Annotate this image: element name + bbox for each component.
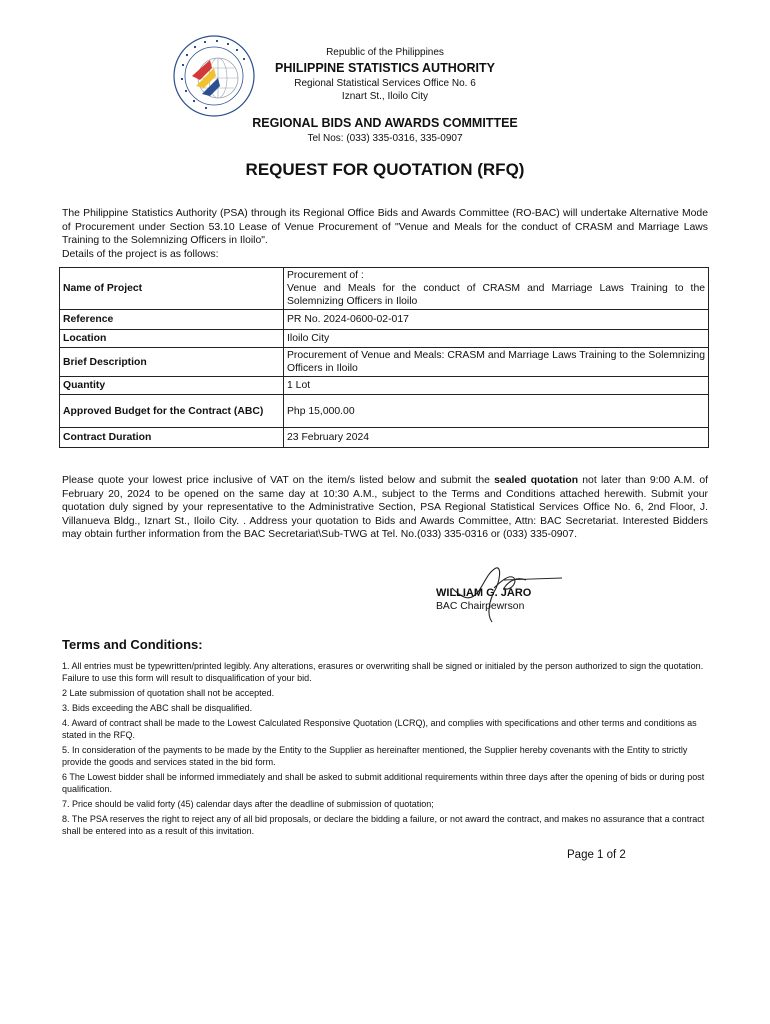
term-item: 5. In consideration of the payments to be made by the Entity to the Supplier as hereinafter mentioned, the Supplier hereby covenants with the Entity to strictly provide the goods and services stated in the bid form. xyxy=(62,745,688,767)
header-committee: REGIONAL BIDS AND AWARDS COMMITTEE xyxy=(252,116,518,130)
term-item: 6 The Lowest bidder shall be informed immediately and shall be asked to submit additional requirements within three days after the opening of bids or during post qualification. xyxy=(62,772,705,794)
document-title: REQUEST FOR QUOTATION (RFQ) xyxy=(245,160,525,179)
row-label: Reference xyxy=(60,310,284,330)
row-value xyxy=(284,268,709,310)
table-row xyxy=(60,268,709,310)
table-row xyxy=(60,310,709,330)
intro-paragraph: The Philippine Statistics Authority (PSA) through its Regional Office Bids and Awards Committee (RO-BAC) will undertake Alternative Mode of Procurement under Section 53.10 Lease of Venue Procurement of "Venue and Meals for the conduct of CRASM and Marriage Laws Training to the Solemnizing Officers in Iloilo". xyxy=(62,208,708,247)
row-label: Quantity xyxy=(60,377,284,395)
row-label: Approved Budget for the Contract (ABC) xyxy=(60,395,284,428)
row-value: 23 February 2024 xyxy=(284,428,709,448)
row-value: 1 Lot xyxy=(284,377,709,395)
submission-instructions xyxy=(62,474,708,542)
term-item: 2 Late submission of quotation shall not be accepted. xyxy=(62,688,275,698)
row-label: Name of Project xyxy=(60,268,284,310)
row-label: Contract Duration xyxy=(60,428,284,448)
details-lead: Details of the project is as follows: xyxy=(62,248,219,260)
instructions-part1: Please quote your lowest price inclusive of VAT on the item/s listed below and submit the xyxy=(62,475,495,486)
row-value: Iloilo City xyxy=(284,330,709,348)
term-item: 7. Price should be valid forty (45) calendar days after the deadline of submission of quotation; xyxy=(62,799,434,809)
row-label: Location xyxy=(60,330,284,348)
row-value: Procurement of Venue and Meals: CRASM and Marriage Laws Training to the Solemnizing Officers in Iloilo xyxy=(284,348,709,377)
sealed-quotation-emphasis: sealed quotation xyxy=(494,475,579,486)
table-row xyxy=(60,428,709,448)
intro-section xyxy=(62,207,708,261)
table-row xyxy=(60,377,709,395)
signatory-name: WILLIAM G. JARO xyxy=(436,587,532,599)
value-line: Procurement of : xyxy=(287,270,364,281)
header-telephone: Tel Nos: (033) 335-0316, 335-0907 xyxy=(307,133,463,144)
signatory-title: BAC Chairpewrson xyxy=(436,601,525,612)
header-agency: PHILIPPINE STATISTICS AUTHORITY xyxy=(275,61,495,75)
value-line: Venue and Meals for the conduct of CRASM and Marriage Laws Training to the Solemnizing Officers in Iloilo xyxy=(287,283,705,307)
table-row xyxy=(60,348,709,377)
term-item: 4. Award of contract shall be made to the Lowest Calculated Responsive Quotation (LCRQ), and complies with specifications and other terms and conditions as stated in the RFQ. xyxy=(62,718,697,740)
terms-list xyxy=(62,660,712,840)
row-label: Brief Description xyxy=(60,348,284,377)
header-address: Iznart St., Iloilo City xyxy=(341,91,429,102)
terms-heading: Terms and Conditions: xyxy=(62,637,203,652)
row-value: PR No. 2024-0600-02-017 xyxy=(284,310,709,330)
row-value: Php 15,000.00 xyxy=(284,395,709,428)
header-office: Regional Statistical Services Office No. 6 xyxy=(294,78,476,89)
instructions-part2: not later than 9:00 A.M. of February 20, 2024 to be opened on the same day at 10:30 A.M., subject to the Terms and Conditions attached herewith. Submit your quotation duly signed by your representative to the Administrative Section, PSA Regional Statistical Services Office No. 6, 2nd Floor, J. Villanueva Bldg., Iznart St., Iloilo City. . Address your quotation to Bids and Awards Committee, Attn: BAC Secretariat. Interested Bidders may obtain further information from the BAC Secretariat\Sub-TWG at Tel. No.(033) 335-0316 or (033) 335-0907. xyxy=(62,475,708,541)
term-item: 8. The PSA reserves the right to reject any of all bid proposals, or declare the bidding a failure, or not award the contract, and makes no assurance that a contract shall be entered into as a result of this invitation. xyxy=(62,814,705,836)
term-item: 3. Bids exceeding the ABC shall be disqualified. xyxy=(62,703,253,713)
table-row xyxy=(60,330,709,348)
term-item: 1. All entries must be typewritten/printed legibly. Any alterations, erasures or overwriting shall be signed or initialed by the person authorized to sign the quotation. Failure to use this form will result to disqualification of your bid. xyxy=(62,661,704,683)
table-row xyxy=(60,395,709,428)
project-details-table xyxy=(59,267,709,448)
header-republic: Republic of the Philippines xyxy=(326,47,444,58)
page-number: Page 1 of 2 xyxy=(567,849,626,861)
